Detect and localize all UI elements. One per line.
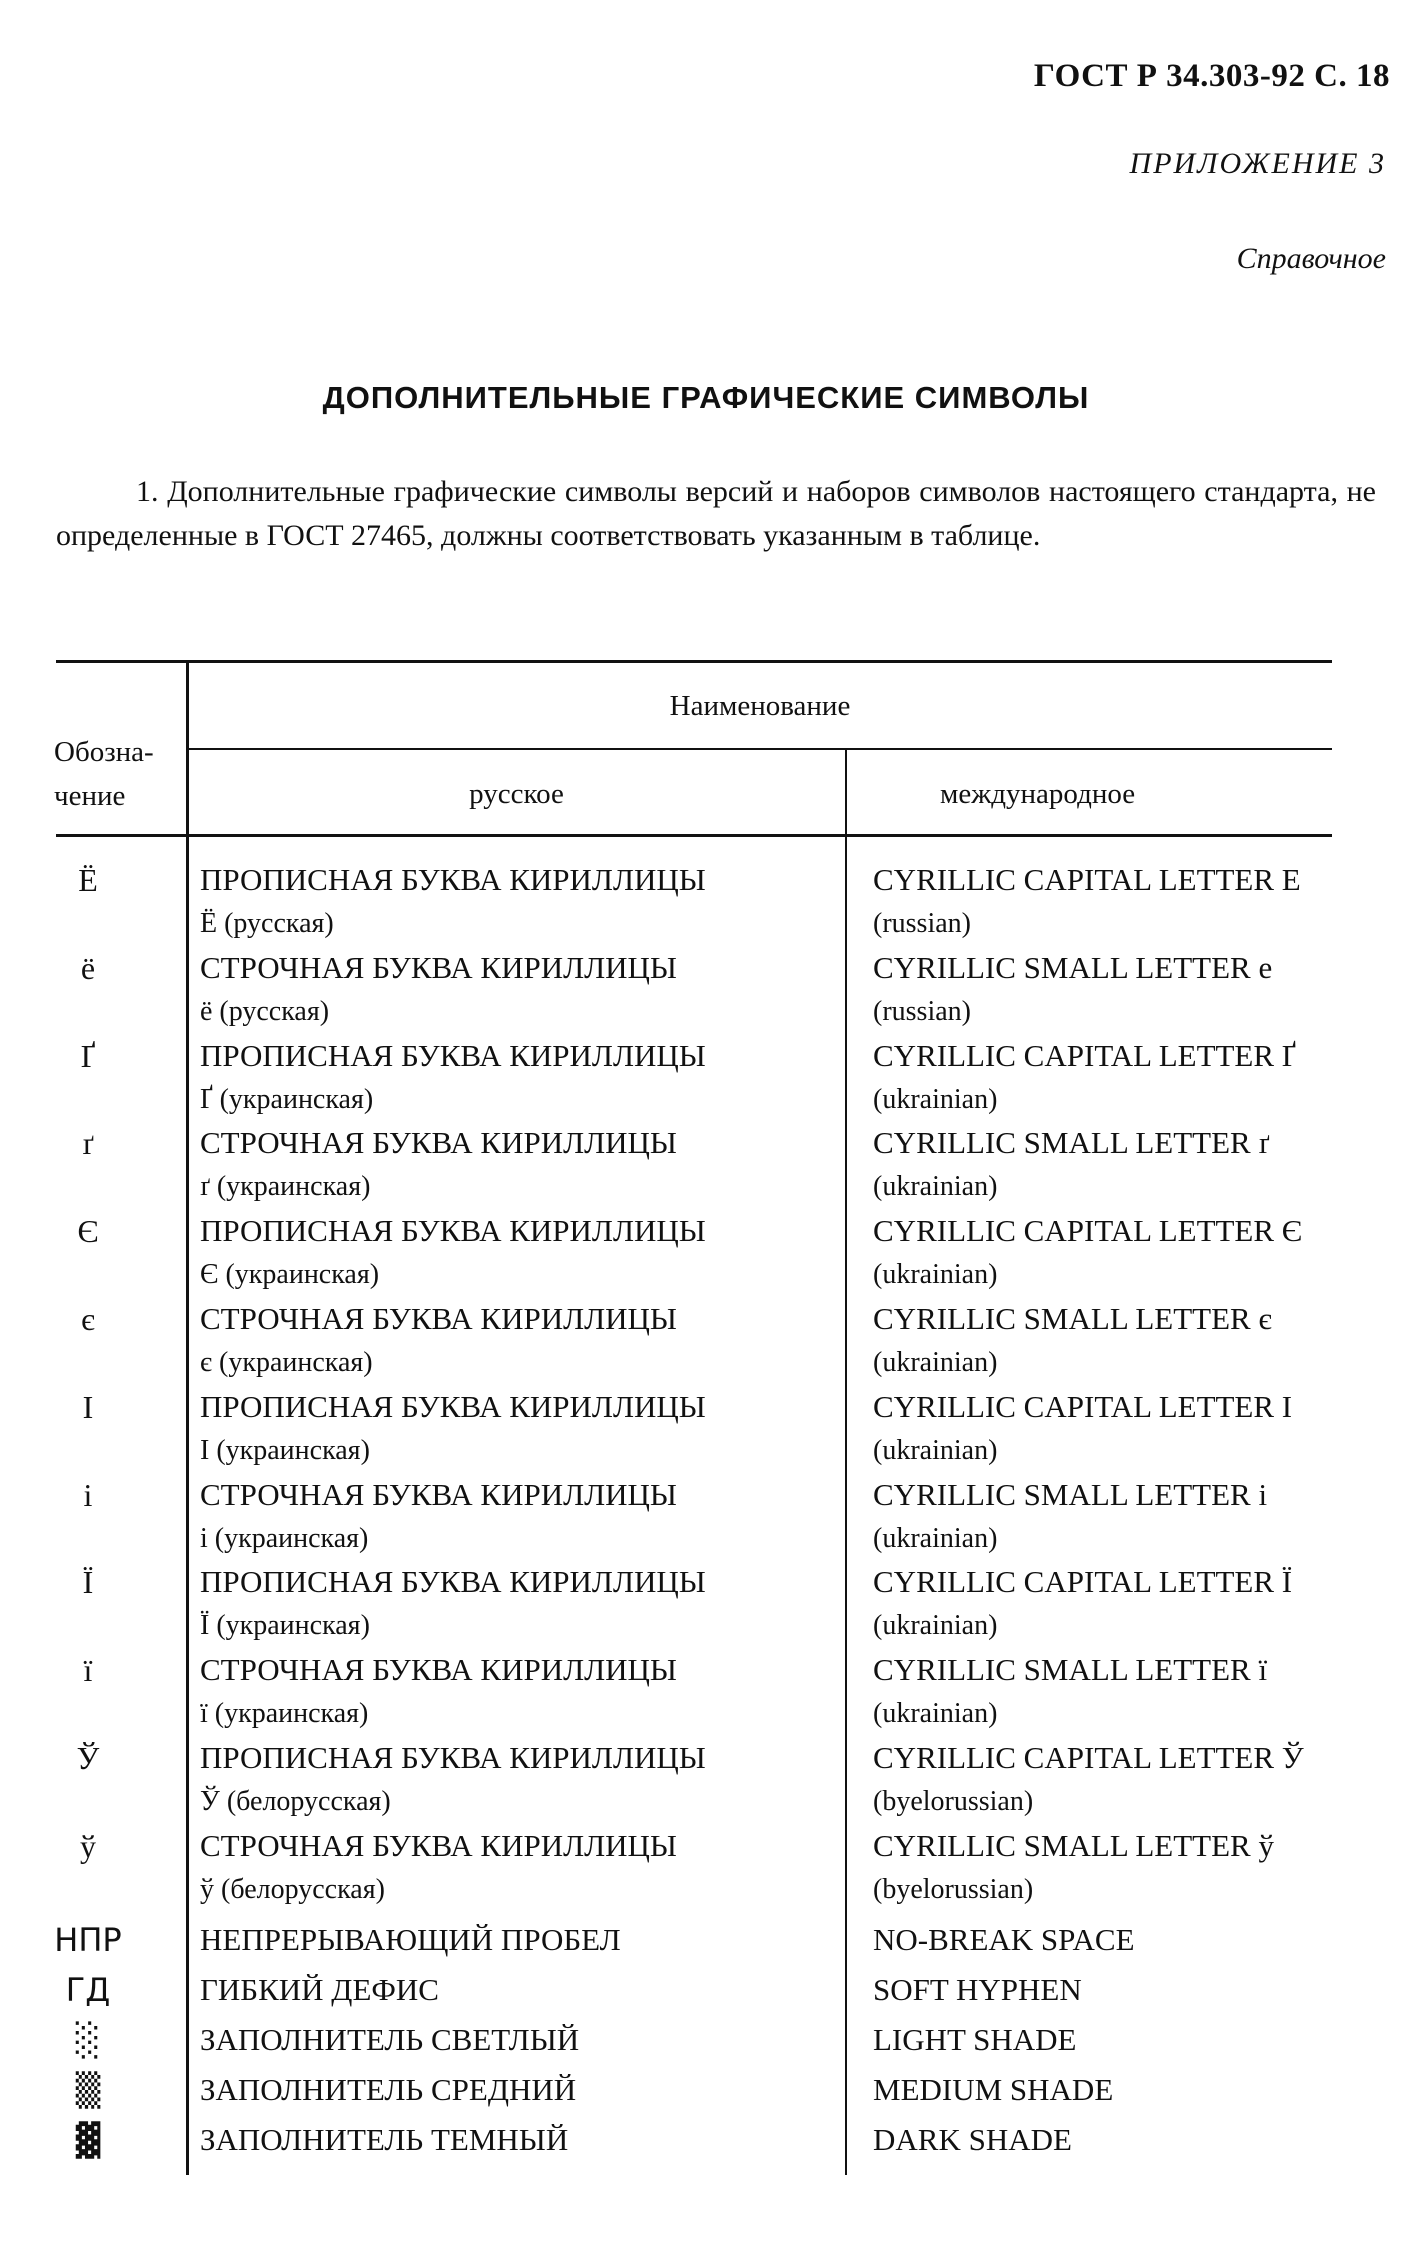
row-international-name xyxy=(873,1034,1403,1122)
row-international-name: MEDIUM SHADE xyxy=(873,2071,1114,2107)
russian-name-line1: ПРОПИСНАЯ БУКВА КИРИЛЛИЦЫ xyxy=(200,1037,706,1073)
row-symbol: І xyxy=(82,1388,94,1425)
row-russian-name xyxy=(200,1034,840,1122)
row-symbol: НПР xyxy=(54,1920,122,1959)
russian-name-line2: ў (белорусская) xyxy=(200,1873,385,1905)
russian-name-line1: СТРОЧНАЯ БУКВА КИРИЛЛИЦЫ xyxy=(200,949,677,985)
row-symbol: Ё xyxy=(78,862,98,898)
row-international-name: NO-BREAK SPACE xyxy=(873,1921,1135,1957)
international-name-line2: (ukrainian) xyxy=(873,1171,998,1203)
russian-name-line2: Ё (русская) xyxy=(200,908,334,939)
column-divider-1 xyxy=(186,660,189,2175)
row-international-name xyxy=(873,1473,1403,1561)
international-name-line2: (ukrainian) xyxy=(873,1698,998,1730)
header-split-rule xyxy=(188,748,1332,750)
row-russian-name xyxy=(200,1824,840,1912)
row-russian-name: ЗАПОЛНИТЕЛЬ СРЕДНИЙ xyxy=(200,2071,577,2107)
row-international-name xyxy=(873,1297,1403,1385)
international-name-line2: (ukrainian) xyxy=(873,1347,998,1378)
header-name: Наименование xyxy=(669,690,851,722)
row-russian-name: НЕПРЕРЫВАЮЩИЙ ПРОБЕЛ xyxy=(200,1921,621,1957)
row-symbol: ГД xyxy=(65,1970,111,2009)
row-russian-name xyxy=(200,1121,840,1209)
row-symbol: ґ xyxy=(82,1125,94,1162)
international-name-line1: CYRILLIC SMALL LETTER ґ xyxy=(873,1125,1270,1161)
row-symbol: ё xyxy=(80,949,96,986)
russian-name-line1: СТРОЧНАЯ БУКВА КИРИЛЛИЦЫ xyxy=(200,1652,677,1688)
row-russian-name: ЗАПОЛНИТЕЛЬ СВЕТЛЫЙ xyxy=(200,2021,580,2057)
russian-name-line1: ПРОПИСНАЯ БУКВА КИРИЛЛИЦЫ xyxy=(200,862,706,897)
russian-name-line1: СТРОЧНАЯ БУКВА КИРИЛЛИЦЫ xyxy=(200,1476,677,1512)
international-name-line2: (ukrainian) xyxy=(873,1522,998,1554)
russian-name-line1: ПРОПИСНАЯ БУКВА КИРИЛЛИЦЫ xyxy=(200,1388,706,1424)
row-international-name xyxy=(873,1648,1403,1736)
document-title: ДОПОЛНИТЕЛЬНЫЕ ГРАФИЧЕСКИЕ СИМВОЛЫ xyxy=(322,380,1090,415)
row-symbol: є xyxy=(81,1301,95,1337)
header-designation-line1: Обозна- xyxy=(54,736,154,768)
international-name-line1: CYRILLIC SMALL LETTER ў xyxy=(873,1827,1274,1863)
row-russian-name xyxy=(200,1473,840,1561)
column-divider-2 xyxy=(845,748,847,2175)
international-name-line1: CYRILLIC SMALL LETTER і xyxy=(873,1476,1268,1512)
dark-shade-icon: ▓ xyxy=(75,2120,101,2159)
standard-code: ГОСТ Р 34.303-92 С. 18 xyxy=(1033,58,1390,94)
international-name-line1: CYRILLIC CAPITAL LETTER Ї xyxy=(873,1564,1293,1600)
row-symbol: Ў xyxy=(76,1740,100,1776)
international-name-line1: CYRILLIC CAPITAL LETTER E xyxy=(873,862,1301,897)
row-international-name: DARK SHADE xyxy=(873,2121,1072,2157)
row-russian-name: ЗАПОЛНИТЕЛЬ ТЕМНЫЙ xyxy=(200,2121,569,2157)
international-name-line2: (byelorussian) xyxy=(873,1873,1034,1905)
international-name-line2: (ukrainian) xyxy=(873,1083,998,1115)
row-international-name xyxy=(873,1209,1403,1297)
row-international-name xyxy=(873,946,1403,1034)
international-name-line1: CYRILLIC CAPITAL LETTER Ґ xyxy=(873,1037,1296,1073)
russian-name-line2: І (украинская) xyxy=(200,1434,370,1466)
international-name-line2: (byelorussian) xyxy=(873,1786,1034,1817)
international-name-line1: CYRILLIC SMALL LETTER e xyxy=(873,949,1273,985)
international-name-line2: (ukrainian) xyxy=(873,1434,998,1466)
header-bottom-rule xyxy=(56,834,1332,837)
russian-name-line2: Ў (белорусская) xyxy=(200,1786,391,1817)
appendix-label: ПРИЛОЖЕНИЕ 3 xyxy=(1129,147,1386,180)
international-name-line1: CYRILLIC CAPITAL LETTER Є xyxy=(873,1213,1303,1249)
russian-name-line2: і (украинская) xyxy=(200,1522,369,1554)
international-name-line1: CYRILLIC CAPITAL LETTER І xyxy=(873,1388,1293,1424)
header-international: международное xyxy=(940,778,1136,810)
row-international-name xyxy=(873,1385,1403,1473)
header-designation xyxy=(54,734,182,814)
row-russian-name xyxy=(200,1385,840,1473)
international-name-line1: CYRILLIC CAPITAL LETTER Ў xyxy=(873,1740,1304,1775)
russian-name-line1: СТРОЧНАЯ БУКВА КИРИЛЛИЦЫ xyxy=(200,1301,677,1336)
russian-name-line2: Ґ (украинская) xyxy=(200,1083,374,1115)
russian-name-line1: ПРОПИСНАЯ БУКВА КИРИЛЛИЦЫ xyxy=(200,1564,706,1600)
international-name-line2: (russian) xyxy=(873,995,971,1027)
row-russian-name xyxy=(200,1297,840,1385)
row-international-name xyxy=(873,1824,1403,1912)
row-international-name xyxy=(873,1560,1403,1648)
russian-name-line1: СТРОЧНАЯ БУКВА КИРИЛЛИЦЫ xyxy=(200,1827,677,1863)
russian-name-line2: ґ (украинская) xyxy=(200,1171,371,1203)
row-russian-name xyxy=(200,1560,840,1648)
row-symbol: ў xyxy=(80,1827,96,1864)
row-russian-name xyxy=(200,858,840,946)
international-name-line2: (russian) xyxy=(873,908,971,939)
header-designation-line2: чение xyxy=(54,780,126,812)
row-russian-name xyxy=(200,1736,840,1824)
light-shade-icon: ░ xyxy=(75,2020,101,2059)
russian-name-line2: є (украинская) xyxy=(200,1347,373,1378)
russian-name-line1: СТРОЧНАЯ БУКВА КИРИЛЛИЦЫ xyxy=(200,1125,677,1161)
row-symbol: і xyxy=(83,1476,93,1513)
header-russian: русское xyxy=(469,778,564,810)
russian-name-line1: ПРОПИСНАЯ БУКВА КИРИЛЛИЦЫ xyxy=(200,1740,706,1775)
row-russian-name: ГИБКИЙ ДЕФИС xyxy=(200,1971,439,2007)
medium-shade-icon: ▒ xyxy=(75,2070,101,2109)
russian-name-line2: Ї (украинская) xyxy=(200,1610,370,1642)
row-russian-name xyxy=(200,946,840,1034)
russian-name-line2: ї (украинская) xyxy=(200,1698,369,1730)
russian-name-line2: ё (русская) xyxy=(200,995,330,1027)
row-international-name: SOFT HYPHEN xyxy=(873,1971,1082,2007)
row-international-name xyxy=(873,1736,1403,1824)
row-international-name xyxy=(873,858,1403,946)
table-top-rule xyxy=(56,660,1332,663)
reference-label: Справочное xyxy=(1236,242,1386,275)
row-international-name xyxy=(873,1121,1403,1209)
row-symbol: ї xyxy=(83,1652,93,1689)
russian-name-line2: Є (украинская) xyxy=(200,1259,380,1291)
international-name-line2: (ukrainian) xyxy=(873,1259,998,1291)
row-symbol: Ї xyxy=(82,1564,94,1601)
international-name-line1: CYRILLIC SMALL LETTER ї xyxy=(873,1652,1268,1688)
row-symbol: Є xyxy=(77,1213,99,1250)
intro-paragraph: 1. Дополнительные графические символы версий и наборов символов настоящего стандарта, не определенные в ГОСТ 27465, должны соответствовать указанным в таблице. xyxy=(56,475,1376,552)
international-name-line1: CYRILLIC SMALL LETTER є xyxy=(873,1301,1272,1336)
row-international-name: LIGHT SHADE xyxy=(873,2021,1077,2057)
row-russian-name xyxy=(200,1209,840,1297)
row-russian-name xyxy=(200,1648,840,1736)
russian-name-line1: ПРОПИСНАЯ БУКВА КИРИЛЛИЦЫ xyxy=(200,1213,706,1249)
row-symbol: Ґ xyxy=(80,1037,96,1074)
international-name-line2: (ukrainian) xyxy=(873,1610,998,1642)
